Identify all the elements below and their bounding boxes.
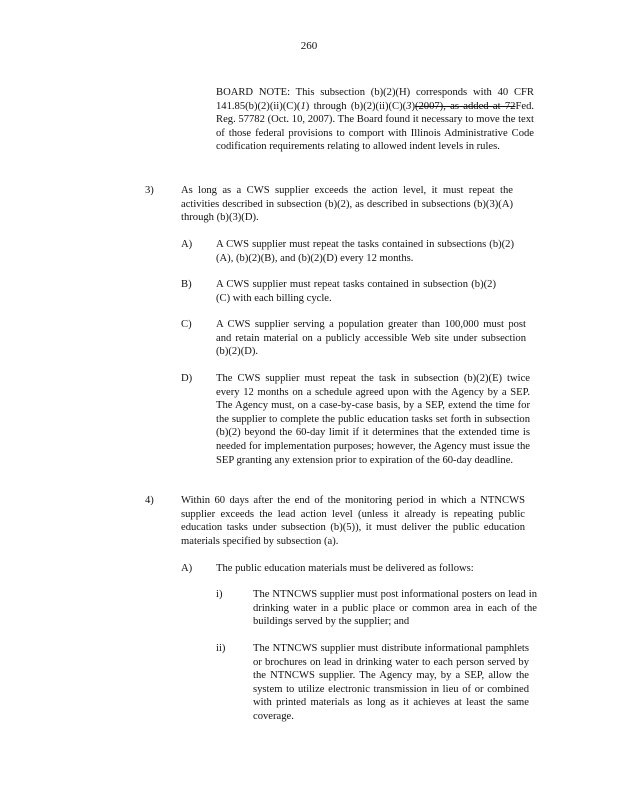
item-4A-ii-text: The NTNCWS supplier must distribute informational pamphlets or brochures on lead in drinking water to each person served by the NTNCWS supplier. The Agency may, by a SEP, allow the system to utilize electronic transmission in lieu of or combined with printed materials as long as it achieves at least the same coverage. bbox=[253, 643, 529, 722]
item-4-text: Within 60 days after the end of the monitoring period in which a NTNCWS supplier exceeds the lead action level (unless it already is repeating public education tasks under subsection (b)(5)), it must deliver the public education materials specified by subsection (a). bbox=[181, 495, 525, 547]
board-note-mid: ) through (b)(2)(ii)(C)( bbox=[305, 100, 407, 112]
item-4A-text: The public education materials must be delivered as follows: bbox=[216, 563, 474, 574]
item-4-number: 4) bbox=[145, 495, 154, 506]
item-3A-letter: A) bbox=[181, 239, 193, 250]
item-3C-text: A CWS supplier serving a population greater than 100,000 must post and retain material on a publicly accessible Web site under subsection (b)(2)(D). bbox=[216, 319, 526, 358]
board-note-pre: BOARD NOTE: This subsection (b)(2)(H) corresponds with 40 CFR 141.85(b)(2)(ii)(C)( bbox=[216, 87, 534, 112]
item-4A-i-num: i) bbox=[216, 589, 223, 600]
item-3A-text: A CWS supplier must repeat the tasks contained in subsections (b)(2)(A), (b)(2)(B), and (b)(2)(D) every 12 months. bbox=[216, 239, 514, 264]
board-note-struck: (2007), as added at 72 bbox=[414, 100, 516, 112]
board-note bbox=[216, 86, 534, 154]
item-3C-letter: C) bbox=[181, 319, 192, 330]
item-3B-text: A CWS supplier must repeat tasks contained in subsection (b)(2)(C) with each billing cycle. bbox=[216, 279, 496, 304]
board-note-mid2: ) bbox=[411, 100, 415, 112]
item-4A-i-text: The NTNCWS supplier must post informational posters on lead in drinking water in a public place or common area in each of the buildings served by the supplier; and bbox=[253, 589, 537, 628]
page-number: 260 bbox=[300, 40, 318, 52]
item-3D-text: The CWS supplier must repeat the task in subsection (b)(2)(E) twice every 12 months on a schedule agreed upon with the Agency by a SEP. The Agency must, on a case-by-case basis, by a SEP, extend the time for the supplier to complete the public education tasks set forth in subsection (b)(2) beyond the 60-day limit if it determines that the extended time is needed for implementation purposes; however, the Agency must issue the SEP granting any extension prior to expiration of the 60-day deadline. bbox=[216, 373, 530, 466]
item-4A-letter: A) bbox=[181, 563, 193, 574]
item-3D-letter: D) bbox=[181, 373, 193, 384]
board-note-italic-1: 1 bbox=[300, 100, 306, 112]
item-3B-letter: B) bbox=[181, 279, 192, 290]
item-3-number: 3) bbox=[145, 185, 154, 196]
board-note-italic-2: 3 bbox=[406, 100, 412, 112]
item-4A-ii-num: ii) bbox=[216, 643, 226, 654]
item-3-text: As long as a CWS supplier exceeds the action level, it must repeat the activities described in subsection (b)(2), as described in subsections (b)(3)(A) through (b)(3)(D). bbox=[181, 185, 513, 224]
board-note-post: Fed. Reg. 57782 (Oct. 10, 2007). The Board found it necessary to move the text of those federal provisions to comport with Illinois Administrative Code codification requirements relating to allowed indent levels in rules. bbox=[216, 100, 535, 153]
